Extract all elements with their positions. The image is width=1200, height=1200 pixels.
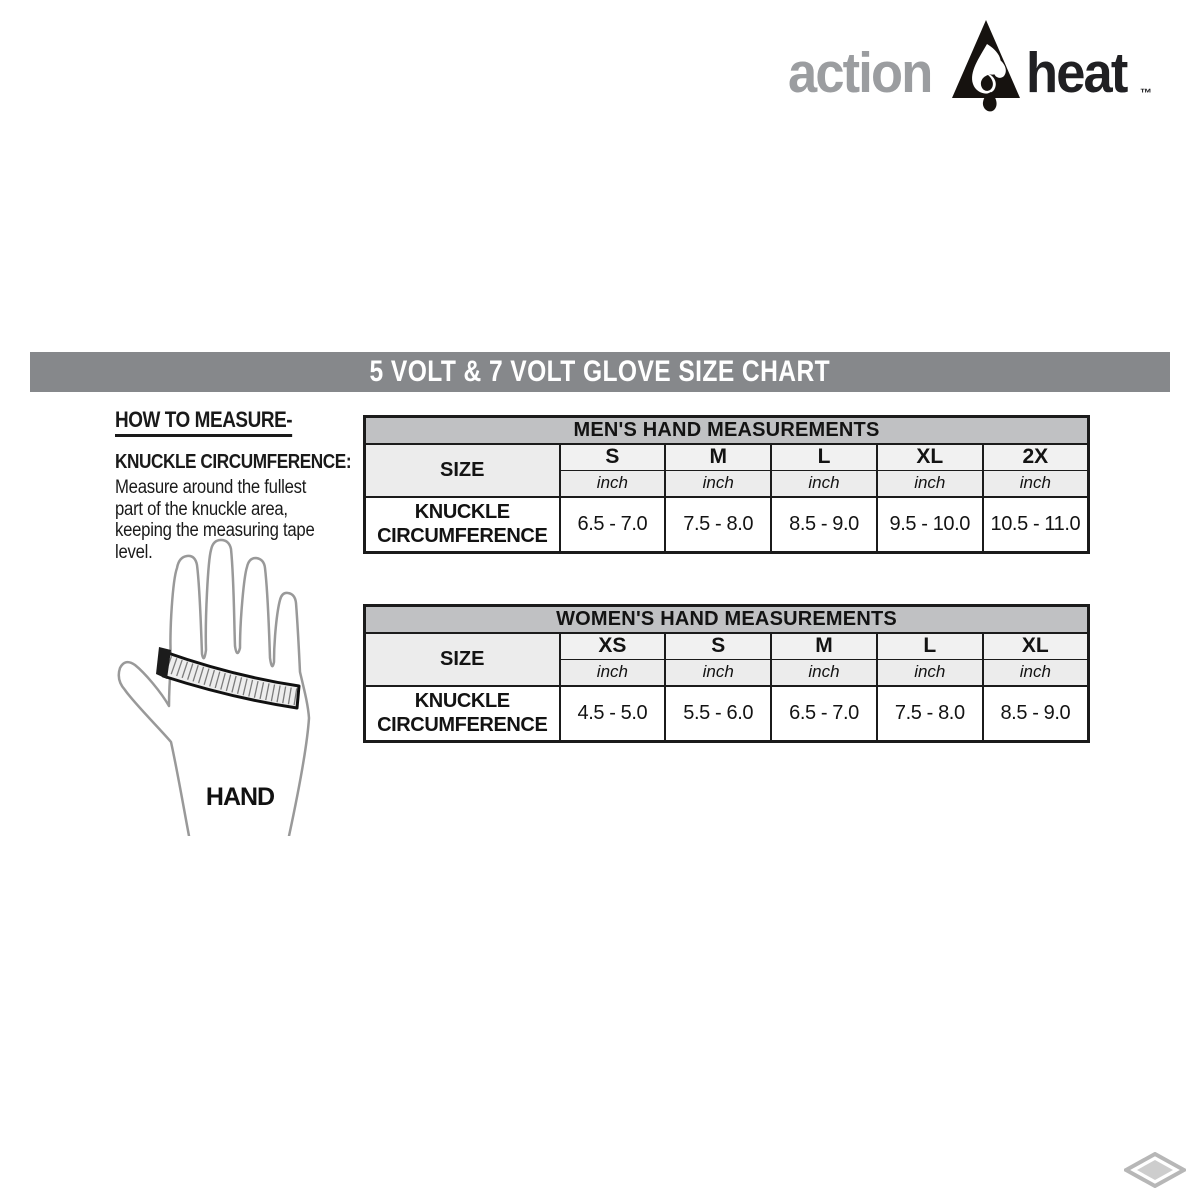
size-chart-title: 5 VOLT & 7 VOLT GLOVE SIZE CHART (369, 355, 831, 388)
mens-size-col-0: S (560, 444, 666, 471)
hand-illustration (113, 534, 355, 841)
logo-action-text: action (788, 41, 932, 105)
womens-knuckle-value-3: 7.5 - 8.0 (877, 686, 983, 742)
mens-knuckle-value-4: 10.5 - 11.0 (983, 497, 1089, 553)
mens-size-col-2: L (771, 444, 877, 471)
mens-knuckle-value-1: 7.5 - 8.0 (665, 497, 771, 553)
knuckle-circumference-subheading: KNUCKLE CIRCUMFERENCE: (115, 451, 352, 473)
womens-knuckle-row-label: KNUCKLE CIRCUMFERENCE (365, 686, 560, 742)
mens-unit-col-1: inch (665, 471, 771, 497)
womens-unit-col-0: inch (560, 660, 666, 686)
womens-table-title: WOMEN'S HAND MEASUREMENTS (365, 606, 1089, 633)
womens-size-col-3: L (877, 633, 983, 660)
womens-size-col-2: M (771, 633, 877, 660)
actionheat-logo (788, 22, 1178, 114)
womens-knuckle-value-0: 4.5 - 5.0 (560, 686, 666, 742)
womens-size-header: SIZE (365, 633, 560, 686)
mens-knuckle-value-0: 6.5 - 7.0 (560, 497, 666, 553)
size-chart-title-bar (30, 352, 1170, 392)
womens-size-col-4: XL (983, 633, 1089, 660)
womens-size-col-0: XS (560, 633, 666, 660)
mens-size-col-3: XL (877, 444, 983, 471)
mens-knuckle-value-2: 8.5 - 9.0 (771, 497, 877, 553)
hand-label: HAND (205, 783, 275, 811)
womens-unit-col-3: inch (877, 660, 983, 686)
womens-unit-col-2: inch (771, 660, 877, 686)
womens-knuckle-value-4: 8.5 - 9.0 (983, 686, 1089, 742)
mens-size-col-1: M (665, 444, 771, 471)
trademark-symbol: ™ (1140, 86, 1152, 100)
mens-size-col-4: 2X (983, 444, 1089, 471)
mens-size-header: SIZE (365, 444, 560, 497)
mens-table-title: MEN'S HAND MEASUREMENTS (365, 417, 1089, 444)
womens-unit-col-4: inch (983, 660, 1089, 686)
how-to-measure-heading: HOW TO MEASURE- (115, 407, 292, 437)
hand-diagram-icon (113, 534, 355, 836)
mens-unit-col-0: inch (560, 471, 666, 497)
measure-instructions-text: Measure around the fullest part of the knuckle area, keeping the measuring tape level. (115, 477, 315, 563)
mens-knuckle-row-label: KNUCKLE CIRCUMFERENCE (365, 497, 560, 553)
womens-knuckle-value-1: 5.5 - 6.0 (665, 686, 771, 742)
womens-size-col-1: S (665, 633, 771, 660)
mens-measurements-table (363, 415, 1090, 554)
flame-triangle-icon (952, 20, 1020, 116)
womens-unit-col-1: inch (665, 660, 771, 686)
mens-unit-col-3: inch (877, 471, 983, 497)
mens-knuckle-value-3: 9.5 - 10.0 (877, 497, 983, 553)
womens-knuckle-value-2: 6.5 - 7.0 (771, 686, 877, 742)
watermark-diamond-icon (1124, 1152, 1186, 1188)
womens-measurements-table (363, 604, 1090, 743)
mens-unit-col-2: inch (771, 471, 877, 497)
mens-unit-col-4: inch (983, 471, 1089, 497)
logo-heat-text: heat (1026, 41, 1127, 105)
